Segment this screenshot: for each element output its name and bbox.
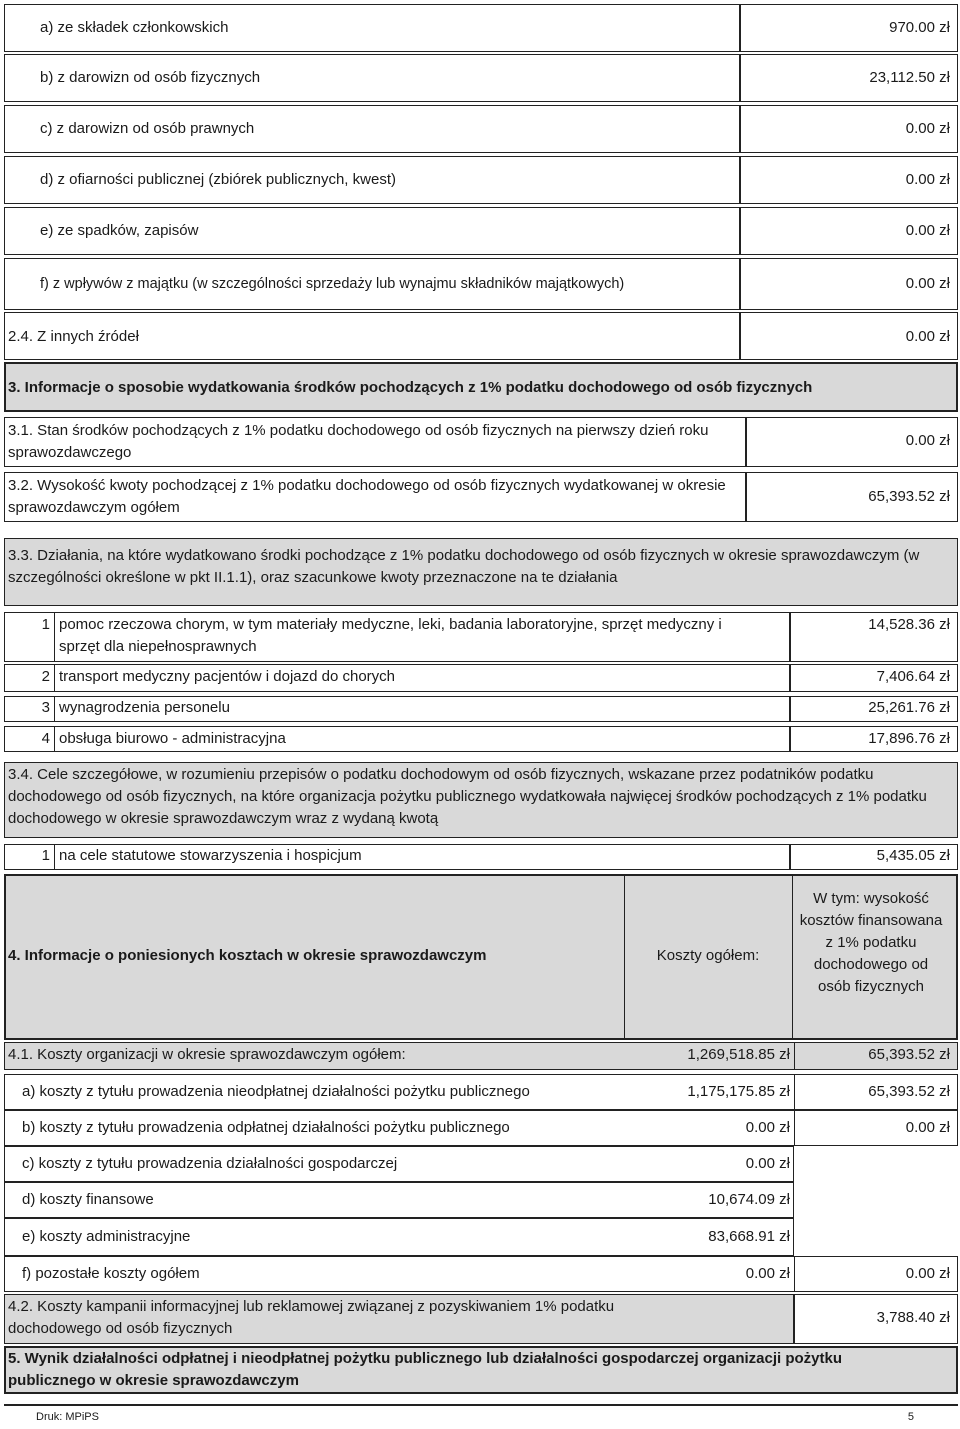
cost-label: f) pozostałe koszty ogółem bbox=[22, 1265, 200, 1282]
column-header-total: Koszty ogółem: bbox=[656, 947, 760, 964]
activity-number: 2 bbox=[41, 668, 50, 685]
cost-label: e) koszty administracyjne bbox=[22, 1228, 191, 1245]
cost-total: 0.00 zł bbox=[745, 1155, 790, 1172]
income-label: c) z darowizn od osób prawnych bbox=[40, 120, 255, 137]
goal-label: na cele statutowe stowarzyszenia i hospicjum bbox=[59, 847, 362, 864]
cost-one-percent: 0.00 zł bbox=[905, 1119, 950, 1136]
cost-total: 83,668.91 zł bbox=[708, 1228, 790, 1245]
income-label: e) ze spadków, zapisów bbox=[40, 222, 199, 239]
income-label: a) ze składek członkowskich bbox=[40, 19, 229, 36]
row-3-2-amount: 65,393.52 zł bbox=[868, 488, 950, 505]
activity-label: pomoc rzeczowa chorym, w tym materiały medyczne, leki, badania laboratoryjne, sprzęt medyczny i sprzęt dla niepełnosprawnych bbox=[59, 616, 722, 655]
row-4-1-label: 4.1. Koszty organizacji w okresie sprawozdawczym ogółem: bbox=[8, 1046, 406, 1063]
cost-one-percent: 0.00 zł bbox=[905, 1265, 950, 1282]
activity-amount: 14,528.36 zł bbox=[868, 616, 950, 633]
activity-number: 4 bbox=[41, 730, 50, 747]
cost-total: 0.00 zł bbox=[745, 1265, 790, 1282]
cost-label: d) koszty finansowe bbox=[22, 1191, 154, 1208]
activity-amount: 17,896.76 zł bbox=[868, 730, 950, 747]
income-amount: 0.00 zł bbox=[905, 171, 950, 188]
activity-amount: 25,261.76 zł bbox=[868, 699, 950, 716]
income-amount: 0.00 zł bbox=[905, 275, 950, 292]
activity-number: 1 bbox=[41, 616, 50, 633]
section5-title: 5. Wynik działalności odpłatnej i nieodpłatnej pożytku publicznego lub działalności gospodarczej organizacji pożytku publicznego w okresie sprawozdawczym bbox=[8, 1350, 843, 1389]
row-3-1-amount: 0.00 zł bbox=[905, 432, 950, 449]
income-label: f) z wpływów z majątku (w szczególności sprzedaży lub wynajmu składników majątkowych) bbox=[40, 276, 625, 292]
goal-amount: 5,435.05 zł bbox=[876, 847, 950, 864]
activity-label: obsługa biurowo - administracyjna bbox=[59, 730, 286, 747]
cost-total: 10,674.09 zł bbox=[708, 1191, 790, 1208]
row-4-1-one-percent: 65,393.52 zł bbox=[868, 1046, 950, 1063]
cost-one-percent: 65,393.52 zł bbox=[868, 1083, 950, 1100]
income-amount: 0.00 zł bbox=[905, 222, 950, 239]
cost-label: c) koszty z tytułu prowadzenia działalności gospodarczej bbox=[22, 1155, 398, 1172]
section3-title: 3. Informacje o sposobie wydatkowania środków pochodzących z 1% podatku dochodowego od osób fizycznych bbox=[8, 379, 813, 396]
cost-total: 1,175,175.85 zł bbox=[687, 1083, 790, 1100]
goal-number: 1 bbox=[41, 847, 50, 864]
activity-number: 3 bbox=[41, 699, 50, 716]
income-amount: 23,112.50 zł bbox=[869, 69, 950, 86]
column-header-one-percent: W tym: wysokość kosztów finansowana z 1% podatku dochodowego od osób fizycznych bbox=[799, 890, 943, 995]
income-amount: 0.00 zł bbox=[905, 120, 950, 137]
footer-divider bbox=[4, 1404, 958, 1406]
income-amount: 0.00 zł bbox=[905, 328, 950, 345]
income-label: b) z darowizn od osób fizycznych bbox=[40, 69, 261, 86]
row-3-1-label: 3.1. Stan środków pochodzących z 1% podatku dochodowego od osób fizycznych na pierwszy dzień roku sprawozdawczego bbox=[8, 422, 709, 461]
income-label: d) z ofiarności publicznej (zbiórek publicznych, kwest) bbox=[40, 171, 396, 188]
row-3-2-label: 3.2. Wysokość kwoty pochodzącej z 1% podatku dochodowego od osób fizycznych wydatkowanej w okresie sprawozdawczym ogółem bbox=[8, 477, 726, 516]
income-amount: 970.00 zł bbox=[889, 19, 950, 36]
cost-label: a) koszty z tytułu prowadzenia nieodpłatnej działalności pożytku publicznego bbox=[22, 1083, 530, 1100]
income-label: 2.4. Z innych źródeł bbox=[8, 328, 139, 345]
cost-total: 0.00 zł bbox=[745, 1119, 790, 1136]
activity-label: wynagrodzenia personelu bbox=[59, 699, 230, 716]
footer-print-label: Druk: MPiPS bbox=[36, 1411, 99, 1423]
row-4-2-amount: 3,788.40 zł bbox=[876, 1309, 950, 1326]
page-number: 5 bbox=[907, 1411, 914, 1423]
cost-label: b) koszty z tytułu prowadzenia odpłatnej działalności pożytku publicznego bbox=[22, 1119, 510, 1136]
row-4-2-label: 4.2. Koszty kampanii informacyjnej lub reklamowej związanej z pozyskiwaniem 1% podatku dochodowego od osób fizycznych bbox=[8, 1298, 615, 1337]
row-3-4-title: 3.4. Cele szczegółowe, w rozumieniu przepisów o podatku dochodowym od osób fizycznych, wskazane przez podatników podatku dochodowego od osób fizycznych, na które organizacja pożytku publicznego wydatkowała najwięcej środków pochodzących z 1% podatku dochodowego w okresie sprawozdawczym wraz z wydaną kwotą bbox=[8, 766, 927, 827]
row-3-3-title: 3.3. Działania, na które wydatkowano środki pochodzące z 1% podatku dochodowego od osób fizycznych w okresie sprawozdawczym (w szczególności określone w pkt II.1.1), oraz szacunkowe kwoty przeznaczone na te działania bbox=[8, 547, 920, 586]
activity-amount: 7,406.64 zł bbox=[876, 668, 950, 685]
activity-label: transport medyczny pacjentów i dojazd do chorych bbox=[59, 668, 396, 685]
section4-title: 4. Informacje o poniesionych kosztach w okresie sprawozdawczym bbox=[8, 947, 487, 964]
row-4-1-total: 1,269,518.85 zł bbox=[687, 1046, 790, 1063]
